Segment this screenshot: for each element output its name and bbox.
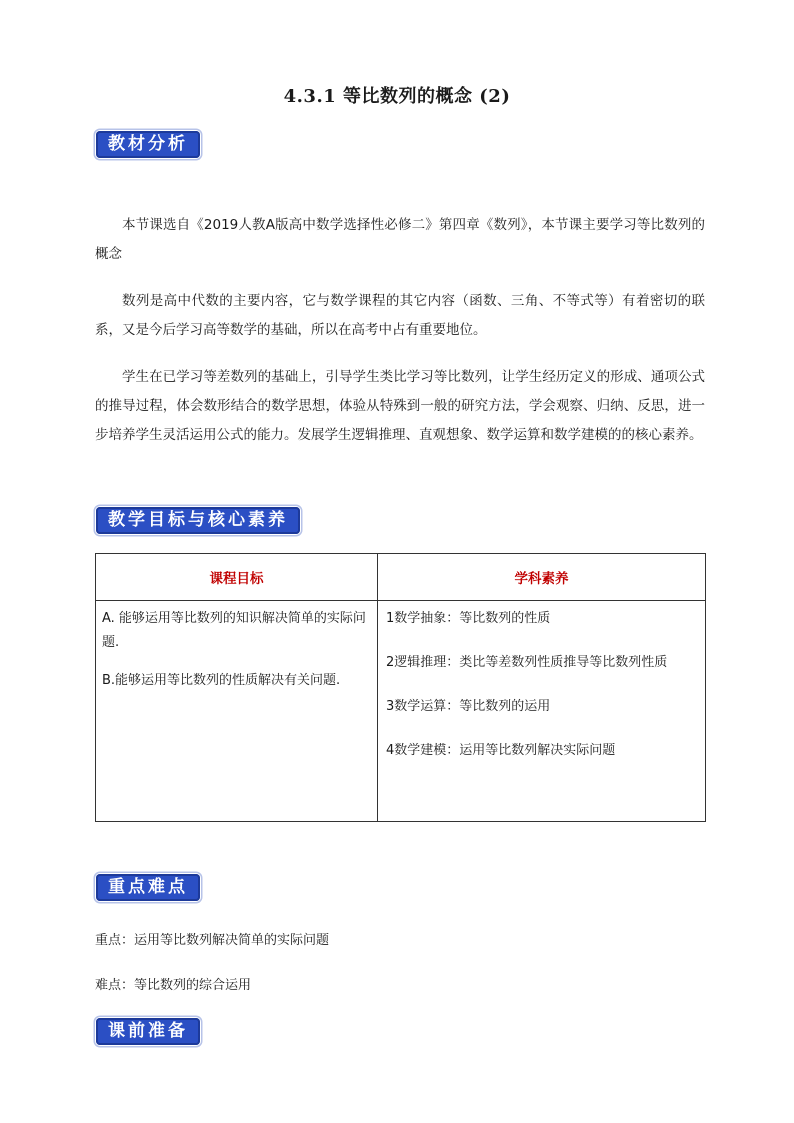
course-goal-a: A. 能够运用等比数列的知识解决简单的实际问题. — [102, 611, 366, 650]
literacy-item-3: 3数学运算：等比数列的运用 — [386, 699, 551, 714]
literacy-item-1: 1数学抽象：等比数列的性质 — [386, 611, 551, 626]
goals-table-header-row — [96, 554, 706, 601]
analysis-paragraph-2: 数列是高中代数的主要内容，它与数学课程的其它内容（函数、三角、不等式等）有着密切的联系，又是今后学习高等数学的基础，所以在高考中占有重要地位。 — [95, 293, 705, 338]
section-badge-analysis: 教材分析 — [96, 131, 200, 158]
header-course-goals: 课程目标 — [96, 554, 378, 601]
section-badge-key-points: 重点难点 — [96, 874, 200, 901]
course-goal-b: B.能够运用等比数列的性质解决有关问题. — [102, 673, 341, 688]
goals-table — [95, 553, 706, 822]
literacy-item-4: 4数学建模：运用等比数列解决实际问题 — [386, 743, 616, 758]
difficult-point-text: 难点：等比数列的综合运用 — [95, 978, 252, 993]
header-literacy: 学科素养 — [378, 554, 706, 601]
section-badge-preparation: 课前准备 — [96, 1018, 200, 1045]
literacy-item-2: 2逻辑推理：类比等差数列性质推导等比数列性质 — [386, 655, 668, 670]
page-title: 4.3.1 等比数列的概念 (2) — [283, 86, 511, 107]
section-badge-goals: 教学目标与核心素养 — [96, 507, 300, 534]
course-goals-cell — [96, 601, 378, 822]
key-point-text: 重点：运用等比数列解决简单的实际问题 — [95, 933, 330, 948]
goals-table-body-row — [96, 601, 706, 822]
analysis-paragraph-1: 本节课选自《2019人教A版高中数学选择性必修二》第四章《数列》，本节课主要学习等比数列的概念 — [95, 217, 705, 262]
literacy-cell — [378, 601, 706, 822]
analysis-paragraph-3: 学生在已学习等差数列的基础上，引导学生类比学习等比数列，让学生经历定义的形成、通项公式的推导过程，体会数形结合的数学思想，体验从特殊到一般的研究方法，学会观察、归纳、反思，进一步培养学生灵活运用公式的能力。发展学生逻辑推理、直观想象、数学运算和数学建模的的核心素养。 — [95, 369, 705, 443]
